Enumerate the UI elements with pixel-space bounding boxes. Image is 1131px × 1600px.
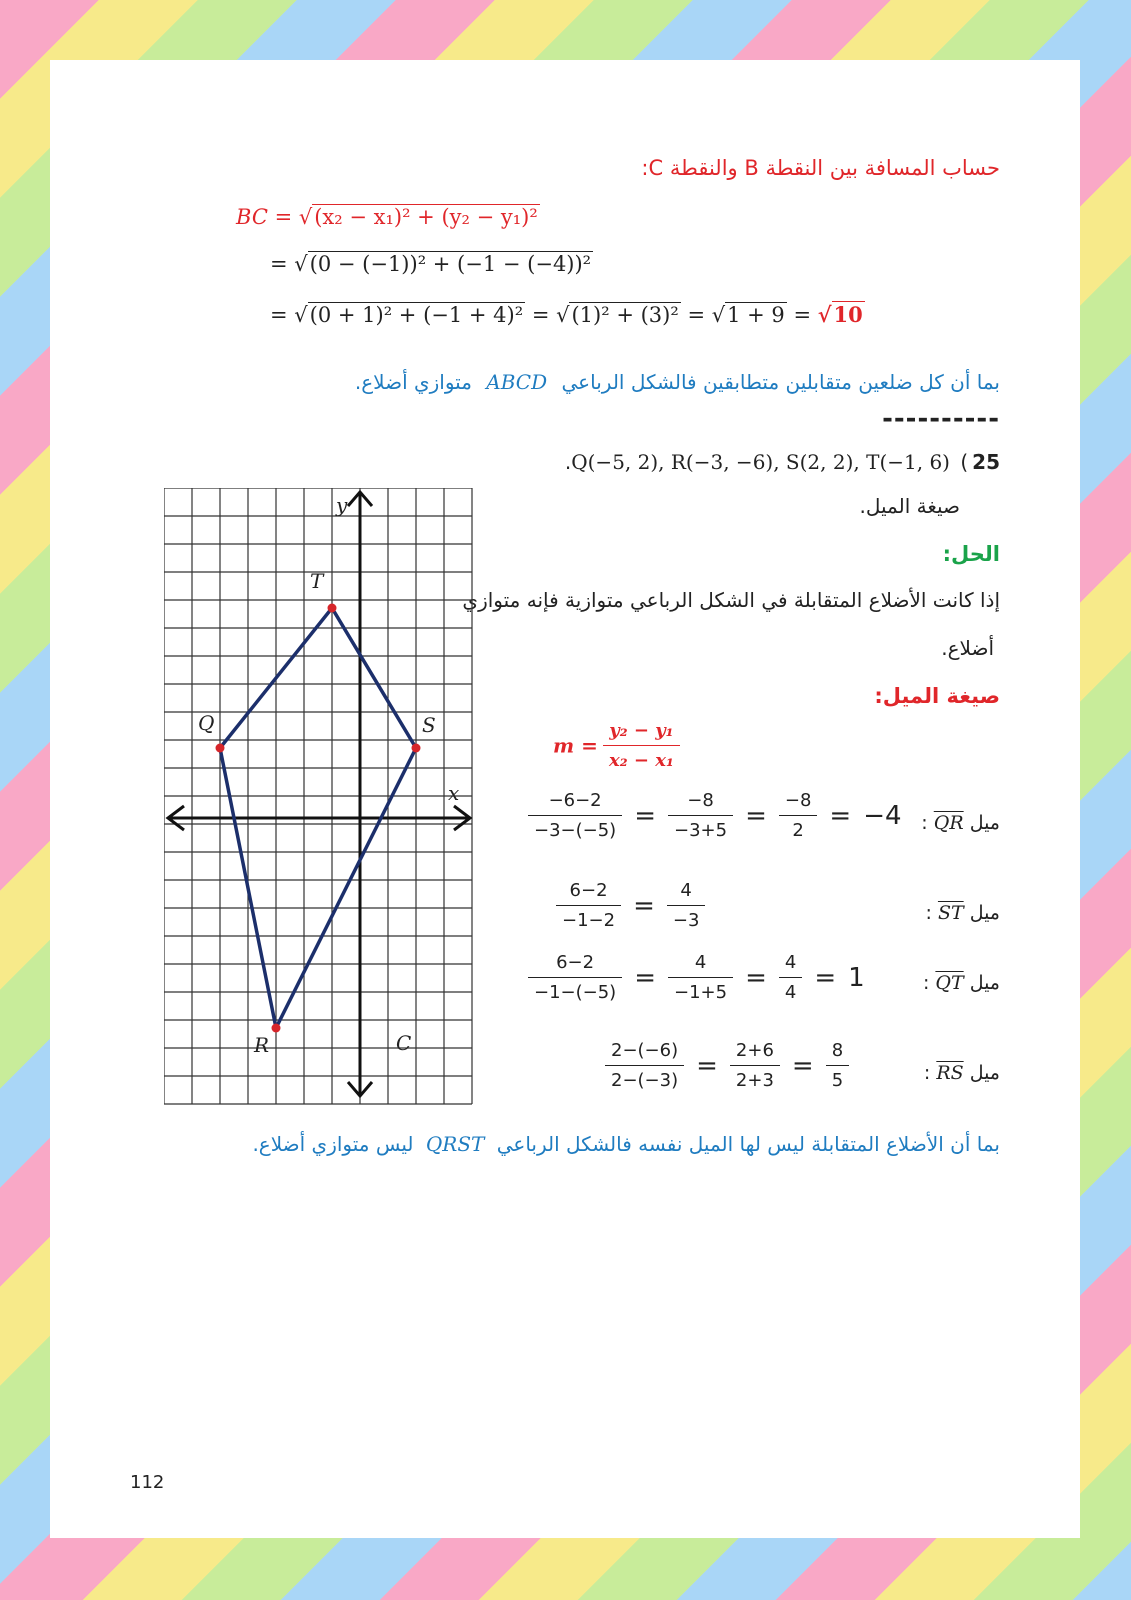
bc-formula-radicand: (x₂ − x₁)² + (y₂ − y₁)² [314,205,538,229]
solution-statement-2: أضلاع. [941,636,994,660]
point-s [412,744,421,753]
slope-qt-result: 1 [848,962,865,993]
label-t: T [310,569,324,593]
y-axis [348,492,372,1096]
problem-points: Q(−5, 2), R(−3, −6), S(2, 2), T(−1, 6) [571,450,950,474]
slope-label-qr: ميل QR : [921,812,1000,834]
final-shape: QRST [425,1132,485,1156]
label-s: S [422,713,436,737]
slope-calc-qt: $\frac{6-2}{-1-(-5)}$ = $\frac{4}{-1+5}$ = $\frac{4}{4}$ = 1 [528,952,865,1003]
bc-line3-a: (0 + 1)² + (−1 + 4)² [309,303,524,327]
bc-line2-radicand: (0 − (−1))² + (−1 − (−4))² [309,252,592,276]
point-t [328,604,337,613]
x-axis-label: x [448,781,460,805]
page [50,60,1080,1538]
point-r [272,1024,281,1033]
segment-rs: RS [936,1062,964,1084]
formula-heading: صيغة الميل: [874,684,1000,708]
bc-line3-c: 1 + 9 [727,303,785,327]
point-q [216,744,225,753]
segment-st: ST [937,902,964,924]
bc-line3-b: (1)² + (3)² [571,303,679,327]
label-q: Q [198,711,215,735]
bc-formula-line1: BC = √(x₂ − x₁)² + (y₂ − y₁)² [236,205,538,229]
slope-formula [553,720,680,771]
label-c: C [396,1031,412,1055]
bc-formula-line3: = √(0 + 1)² + (−1 + 4)² = √(1)² + (3)² = √1 + 9 = √10 [270,302,863,327]
slope-calc-rs: $\frac{2-(-6)}{2-(-3)}$ = $\frac{2+6}{2+3}$ = $\frac{8}{5}$ [605,1040,849,1091]
label-r: R [254,1033,270,1057]
bc-formula-line2: = √(0 − (−1))² + (−1 − (−4))² [270,252,592,276]
slope-label-st: ميل ST : [925,902,1000,924]
bc-conclusion-part2: متوازي أضلاع. [354,370,472,394]
bc-conclusion-part1: بما أن كل ضلعين متقابلين متطابقين فالشكل الرباعي [561,370,1000,394]
slope-calc-st: $\frac{6-2}{-1-2}$ = $\frac{4}{-3}$ [556,880,705,931]
bc-conclusion [355,370,1000,394]
slope-label-rs: ميل RS : [923,1062,1000,1084]
bc-heading: حساب المسافة بين النقطة B والنقطة C: [641,156,1000,180]
slope-calc-qr: $\frac{-6-2}{-3-(-5)}$ = $\frac{-8}{-3+5}$ = $\frac{-8}{2}$ = −4 [528,790,902,841]
page-number: 112 [130,1472,165,1493]
problem-line: 25) Q(−5, 2), R(−3, −6), S(2, 2), T(−1, 6). [564,450,1000,474]
coordinate-graph [164,488,484,1108]
final-conclusion: بما أن الأضلاع المتقابلة ليس لها الميل نفسه فالشكل الرباعي QRST ليس متوازي أضلاع. [252,1132,1000,1156]
bc-conclusion-shape: ABCD [486,370,548,394]
graph-labels [198,493,459,1057]
solution-heading: الحل: [942,542,1000,566]
bc-label: BC [236,205,268,229]
y-axis-label: y [336,493,348,517]
slope-qr-result: −4 [863,800,902,831]
separator: ---------- [882,404,1000,434]
formula-lhs: m = [553,733,598,758]
solution-statement-1: إذا كانت الأضلاع المتقابلة في الشكل الرباعي متوازية فإنه متوازي [462,588,1000,612]
problem-method: صيغة الميل. [859,494,960,518]
problem-number: 25 [972,450,1000,474]
segment-qt: QT [935,972,964,994]
formula-denominator: x₂ − x₁ [608,750,674,771]
x-axis [168,806,470,830]
formula-numerator: y₂ − y₁ [603,720,680,746]
bc-result: 10 [833,302,863,327]
segment-qr: QR [933,812,964,834]
slope-label-qt: ميل QT : [922,972,1000,994]
